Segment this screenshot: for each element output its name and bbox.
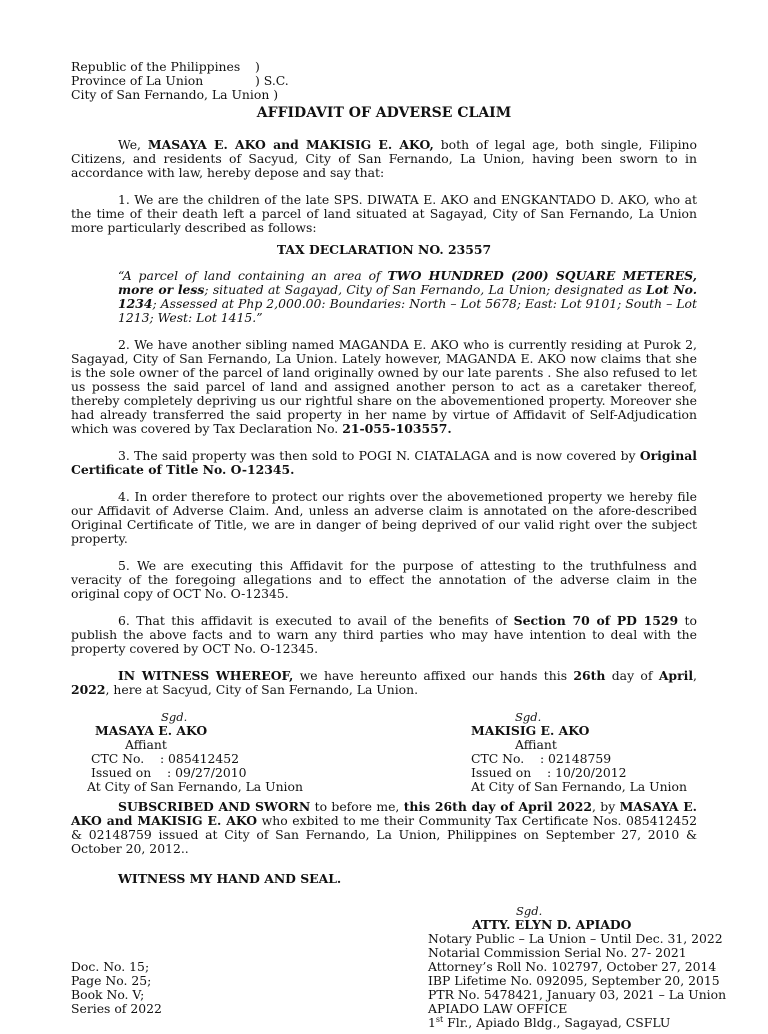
paragraph-3: 3. The said property was then sold to POGI N. CIATALAGA and is now covered by Original Certificate of Title No. O-12345.: [71, 448, 697, 477]
series-year: Series of 2022: [71, 1001, 162, 1016]
signature-mark: Sgd.: [161, 710, 188, 724]
affiant-place: At City of San Fernando, La Union: [471, 779, 687, 794]
venue-line-province: Province of La Union: [71, 73, 204, 88]
notary-office: APIADO LAW OFFICE: [428, 1001, 568, 1016]
affiant-block-masaya: [87, 710, 347, 794]
affidavit-page: [71, 59, 727, 1034]
paragraph-4: 4. In order therefore to protect our rights over the abovemetioned property we hereby file our Affidavit of Adverse Claim. And, unless an adverse claim is annotated on the afore-described Original Certificate of Title, we are in danger of being deprived of our valid right over the subject property.: [71, 489, 697, 546]
paragraph-5: 5. We are executing this Affidavit for the purpose of attesting to the truthfulness and veracity of the foregoing allegations and to effect the annotation of the adverse claim in the original copy of OCT No. O-12345.: [71, 558, 697, 601]
affiant-name: MASAYA E. AKO: [95, 723, 208, 738]
notarial-register: [71, 960, 162, 1016]
affiant-role: Affiant: [125, 737, 167, 752]
affiant-signatures: [71, 710, 697, 794]
jurat-paragraph: SUBSCRIBED AND SWORN to before me, this 26th day of April 2022, by MASAYA E. AKO and MAKISIG E. AKO who exbited to me their Community Tax Certificate Nos. 085412452 & 02148759 issued at City of San Fernando, La Union, Philippines on September 27, 2010 & October 20, 2012..: [71, 799, 697, 856]
witness-whereof-paragraph: IN WITNESS WHEREOF, we have hereunto affixed our hands this 26th day of April, 2022, here at Sacyud, City of San Fernando, La Union.: [71, 668, 697, 697]
notary-ptr: PTR No. 5478421, January 03, 2021 – La Union: [428, 987, 727, 1002]
affiant-issued: Issued on : 10/20/2012: [471, 765, 627, 780]
affiant-name: MAKISIG E. AKO: [471, 723, 590, 738]
paragraph-2: 2. We have another sibling named MAGANDA E. AKO who is currently residing at Purok 2, Sagayad, City of San Fernando, La Union. Lately however, MAGANDA E. AKO now claims that she is the sole owner of the parcel of land originally owned by our late parents . She also refused to let us possess the said parcel of land and assigned another person to act as a caretaker thereof, thereby completely depriving us our rightful share on the abovementioned property. Moreover she had already transferred the said property in her name by virtue of Affidavit of Self-Adjudication which was covered by Tax Declaration No. 21-055-103557.: [71, 337, 697, 436]
intro-paragraph: We, MASAYA E. AKO and MAKISIG E. AKO, both of legal age, both single, Filipino Citizens, and residents of Sacyud, City of San Fernando, La Union, having been sworn to in accordance with law, hereby depose and say that:: [71, 137, 697, 180]
signature-mark: Sgd.: [515, 710, 542, 724]
affiant-block-makisig: [471, 710, 731, 794]
venue-header: [71, 60, 697, 102]
venue-sc: ) S.C.: [255, 73, 289, 88]
venue-paren: ): [255, 59, 260, 74]
notary-name: ATTY. ELYN D. APIADO: [472, 917, 632, 932]
paragraph-1: 1. We are the children of the late SPS. DIWATA E. AKO and ENGKANTADO D. AKO, who at the time of their death left a parcel of land situated at Sagayad, City of San Fernando, La Union more particularly described as follows:: [71, 192, 697, 235]
page-number: Page No. 25;: [71, 973, 152, 988]
notary-address: 1st Flr., Apiado Bldg., Sagayad, CSFLU: [428, 1014, 671, 1030]
document-title: AFFIDAVIT OF ADVERSE CLAIM: [256, 105, 512, 121]
notary-commission: Notary Public – La Union – Until Dec. 31, 2022: [428, 931, 723, 946]
notary-ibp: IBP Lifetime No. 092095, September 20, 2015: [428, 973, 720, 988]
notary-block: [428, 904, 727, 1030]
notary-signature-mark: Sgd.: [516, 904, 543, 918]
affiant-ctc: CTC No. : 085412452: [91, 751, 240, 766]
tax-declaration-heading: TAX DECLARATION NO. 23557: [276, 242, 492, 257]
book-number: Book No. V;: [71, 987, 145, 1002]
venue-line-city: City of San Fernando, La Union ): [71, 87, 279, 102]
notary-serial: Notarial Commission Serial No. 27- 2021: [428, 945, 687, 960]
affiant-ctc: CTC No. : 02148759: [471, 751, 612, 766]
paragraph-6: 6. That this affidavit is executed to avail of the benefits of Section 70 of PD 1529 to publish the above facts and to warn any third parties who may have intention to deal with the property covered by OCT No. O-12345.: [71, 613, 697, 656]
affiant-role: Affiant: [515, 737, 557, 752]
affiant-issued: Issued on : 09/27/2010: [91, 765, 247, 780]
notary-section: [71, 904, 727, 1034]
witness-hand-seal: WITNESS MY HAND AND SEAL.: [118, 871, 342, 886]
doc-number: Doc. No. 15;: [71, 959, 150, 974]
affiant-place: At City of San Fernando, La Union: [87, 779, 303, 794]
venue-line-republic: Republic of the Philippines: [71, 59, 241, 74]
property-description-quote: “A parcel of land containing an area of TWO HUNDRED (200) SQUARE METERES, more or less; situated at Sagayad, City of San Fernando, La Union; designated as Lot No. 1234; Assessed at Php 2,000.00: Boundaries: North – Lot 5678; East: Lot 9101; South – Lot 1213; West: Lot 1415.”: [118, 268, 698, 325]
notary-roll: Attorney’s Roll No. 102797, October 27, 2014: [428, 959, 717, 974]
